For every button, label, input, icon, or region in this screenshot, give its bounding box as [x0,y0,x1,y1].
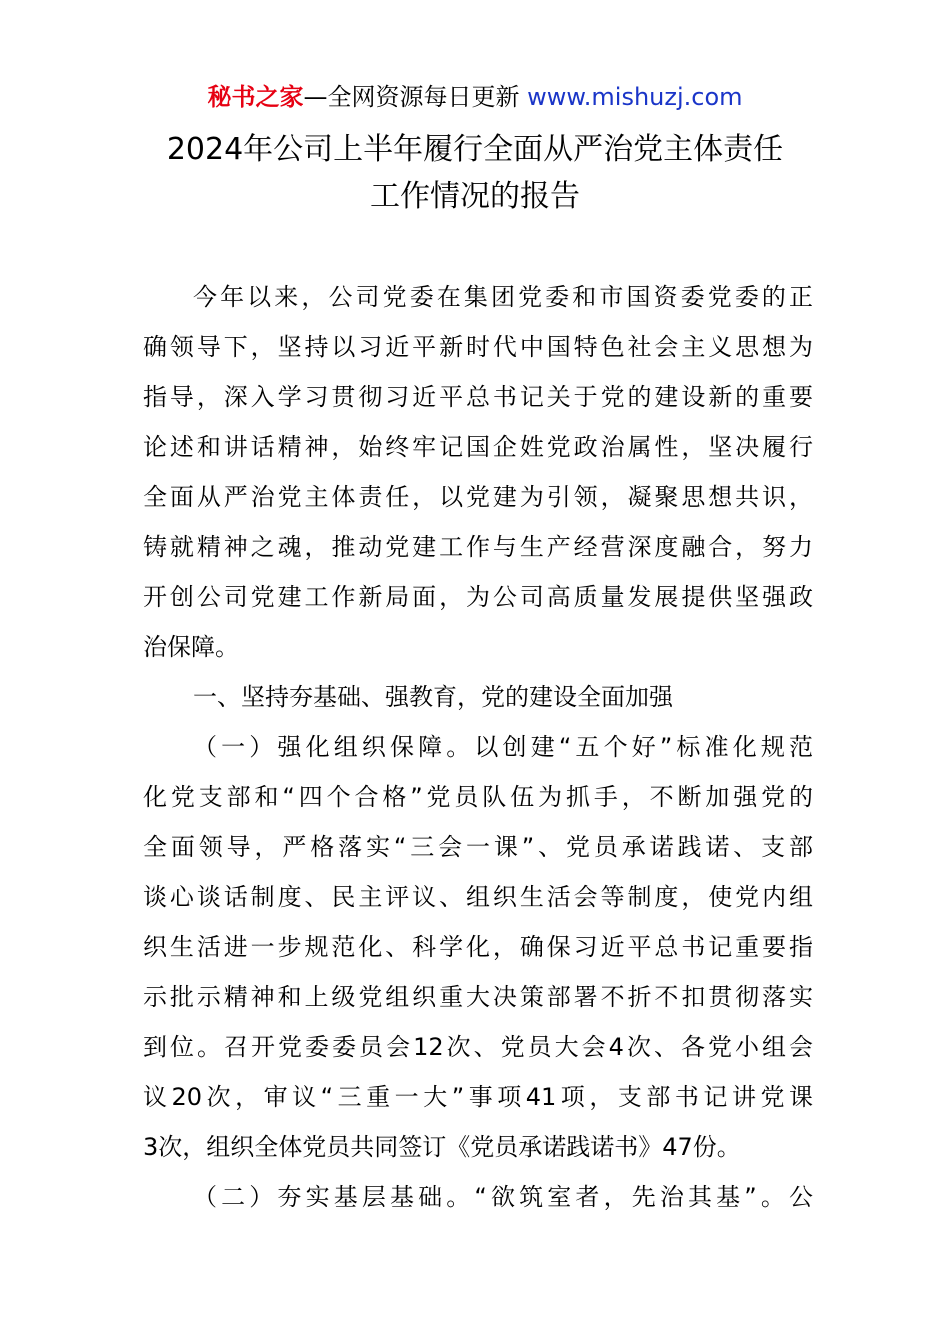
paragraph-line: 示批示精神和上级党组织重大决策部署不折不扣贯彻落实 [143,983,813,1011]
document-title-line-1: 2024年公司上半年履行全面从严治党主体责任 [166,132,784,167]
paragraph-line: 论述和讲话精神，始终牢记国企姓党政治属性，坚决履行 [143,433,813,461]
paragraph-line: 治保障。 [143,633,239,661]
paragraph-line: 确领导下，坚持以习近平新时代中国特色社会主义思想为 [143,333,813,361]
paragraph-line: 议20次，审议“三重一大”事项41项，支部书记讲党课 [143,1083,813,1111]
paragraph-line: 铸就精神之魂，推动党建工作与生产经营深度融合，努力 [143,533,813,561]
header-tagline: —全网资源每日更新 [303,83,520,111]
section-heading: 一、坚持夯基础、强教育，党的建设全面加强 [193,683,673,711]
paragraph-line: 化党支部和“四个合格”党员队伍为抓手，不断加强党的 [143,783,813,811]
document-body [143,272,813,1222]
site-header [0,80,950,114]
paragraph-line: 全面领导，严格落实“三会一课”、党员承诺践诺、支部 [143,833,813,861]
paragraph-line: 3次，组织全体党员共同签订《党员承诺践诺书》47份。 [143,1133,741,1161]
brand-name: 秘书之家 [207,83,304,111]
paragraph-line: 开创公司党建工作新局面，为公司高质量发展提供坚强政 [143,583,813,611]
paragraph-line: 指导，深入学习贯彻习近平总书记关于党的建设新的重要 [143,383,813,411]
paragraph-line: 到位。召开党委委员会12次、党员大会4次、各党小组会 [143,1033,813,1061]
paragraph-line: （二）夯实基层基础。“欲筑室者，先治其基”。公 [193,1183,813,1211]
paragraph-line: 织生活进一步规范化、科学化，确保习近平总书记重要指 [143,933,813,961]
paragraph-line: （一）强化组织保障。以创建“五个好”标准化规范 [193,733,813,761]
site-url-link[interactable]: www.mishuzj.com [527,83,743,111]
paragraph-line: 全面从严治党主体责任，以党建为引领，凝聚思想共识， [143,483,813,511]
paragraph-line: 今年以来，公司党委在集团党委和市国资委党委的正 [193,283,813,311]
paragraph-line: 谈心谈话制度、民主评议、组织生活会等制度，使党内组 [143,883,813,911]
document-title-line-2: 工作情况的报告 [370,179,580,214]
